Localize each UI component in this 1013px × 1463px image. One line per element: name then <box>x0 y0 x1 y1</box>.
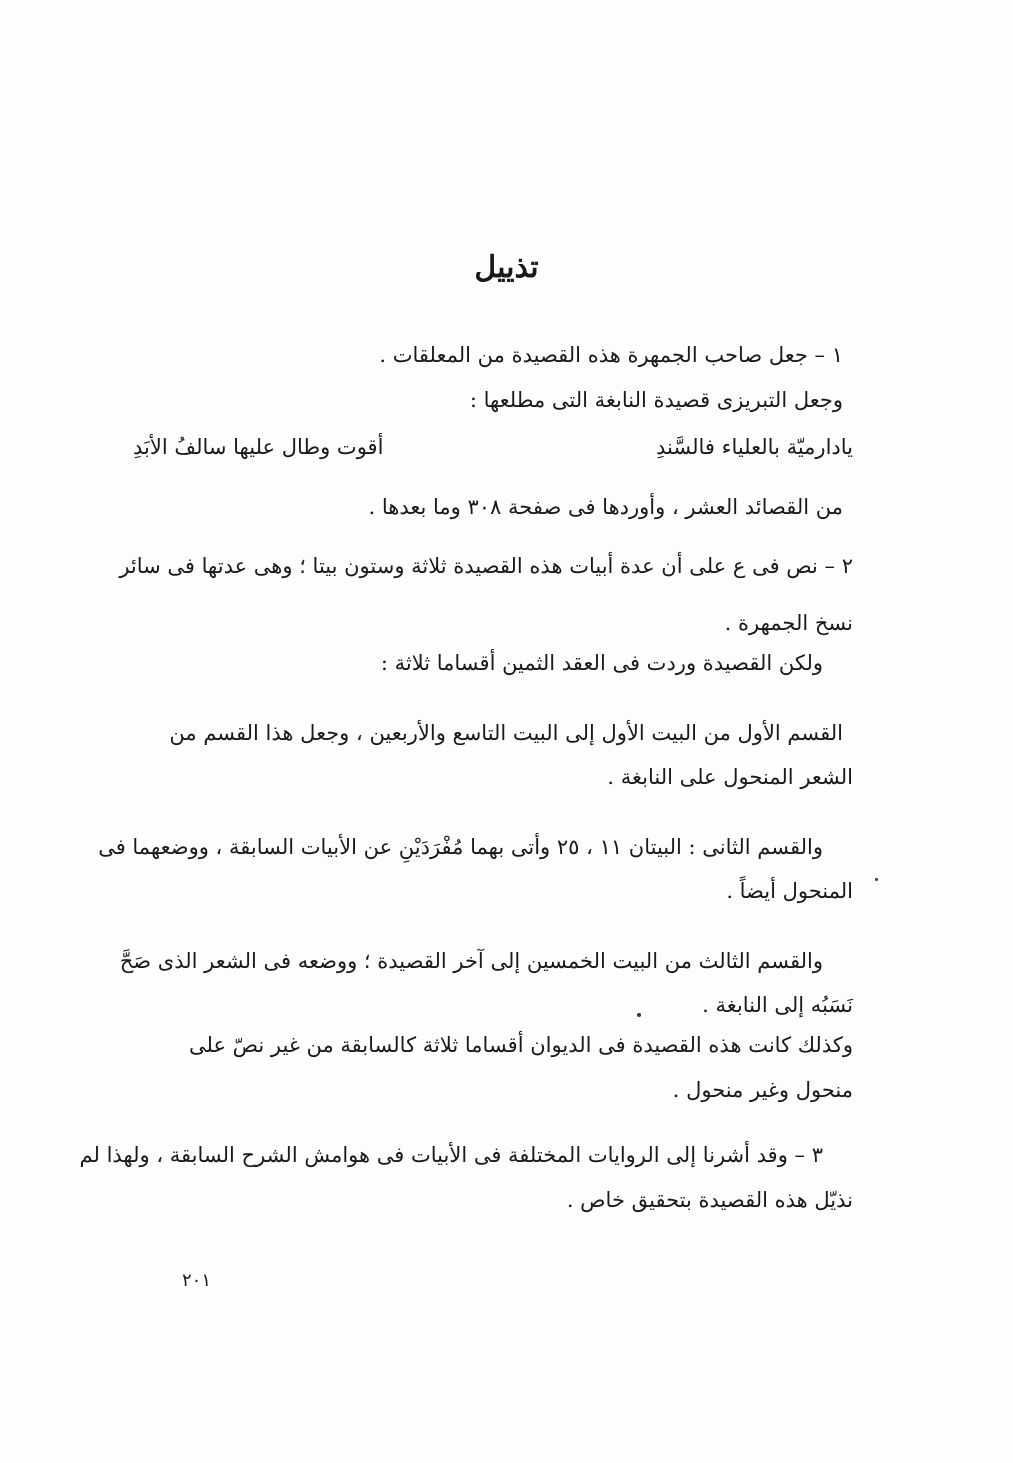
note-2-cont-line: نسخ الجمهرة . <box>724 611 853 635</box>
verse <box>133 432 853 472</box>
section-1-line: القسم الأول من البيت الأول إلى البيت التاسع والأربعين ، وجعل هذا القسم من <box>169 721 843 745</box>
section-3-cont-line: نَسَبُه إلى النابغة . <box>702 993 853 1017</box>
page-title: تذييل <box>474 250 539 285</box>
section-2-cont-line: المنحول أيضاً . <box>726 879 853 903</box>
section-2-line: والقسم الثانى : البيتان ١١ ، ٢٥ وأتى بهما مُفْرَدَيْنِ عن الأبيات السابقة ، ووضعهما فى <box>98 835 823 859</box>
diwan-line: وكذلك كانت هذه القصيدة فى الديوان أقساما ثلاثة كالسابقة من غير نصّ على <box>189 1033 853 1057</box>
scan-speck <box>637 1013 641 1017</box>
note-3-line: ٣ – وقد أشرنا إلى الروايات المختلفة فى الأبيات فى هوامش الشرح السابقة ، ولهذا لم <box>79 1143 823 1167</box>
scan-speck <box>875 878 878 881</box>
note-1-intro-line: وجعل التبريزى قصيدة النابغة التى مطلعها : <box>469 388 843 412</box>
diwan-cont-line: منحول وغير منحول . <box>672 1078 853 1102</box>
note-1-end-line: من القصائد العشر ، وأوردها فى صفحة ٣٠٨ وما بعدها . <box>368 495 843 519</box>
note-2-line: ٢ – نص فى ع على أن عدة أبيات هذه القصيدة ثلاثة وستون بيتا ؛ وهى عدتها فى سائر <box>119 554 853 578</box>
section-1-cont-line: الشعر المنحول على النابغة . <box>607 765 853 789</box>
note-2-intro-line: ولكن القصيدة وردت فى العقد الثمين أقساما ثلاثة : <box>380 651 823 675</box>
verse-hemistich-1: يادارميّة بالعلياء فالسَّندِ <box>655 435 853 459</box>
page-number: ٢٠١ <box>182 1270 212 1291</box>
verse-hemistich-2: أقوت وطال عليها سالفُ الأبَدِ <box>133 435 384 459</box>
note-1-line: ١ – جعل صاحب الجمهرة هذه القصيدة من المعلقات . <box>379 343 843 367</box>
section-3-line: والقسم الثالث من البيت الخمسين إلى آخر القصيدة ؛ ووضعه فى الشعر الذى صَحَّ <box>119 949 823 973</box>
note-3-cont-line: نذيّل هذه القصيدة بتحقيق خاص . <box>566 1188 853 1212</box>
